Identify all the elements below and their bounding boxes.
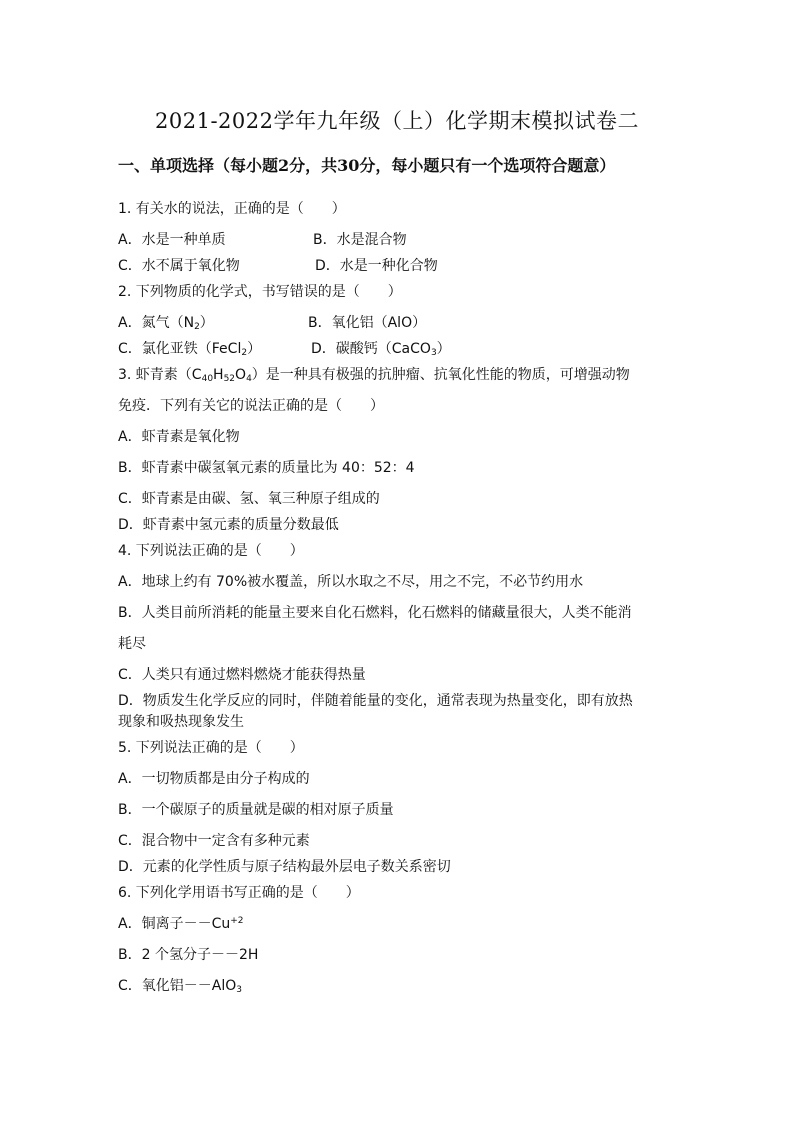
question-6-option-a: A．铜离子$--Cu^{+2}$ <box>118 916 244 932</box>
question-4-option-c: C．人类只有通过燃料燃烧才能获得热量 <box>118 667 366 683</box>
question-1-option-a: A．水是一种单质 <box>118 232 226 248</box>
question-2-option-a: A．氮气$(N_2)$ <box>118 315 214 332</box>
page-title: 2021-2022学年九年级（上）化学期末模拟试卷二 <box>155 109 639 133</box>
question-5-stem: 5. 下列说法正确的是（ ） <box>118 740 304 756</box>
question-4-option-b: B．人类目前所消耗的能量主要来自化石燃料，化石燃料的储藏量很大，人类不能消 <box>118 605 632 621</box>
question-6-option-b: B．2 个氢分子－－2H <box>118 947 259 963</box>
question-4-option-a: A．地球上约有 70%被水覆盖，所以水取之不尽，用之不完，不必节约用水 <box>118 574 584 590</box>
question-6-option-c: C．氧化铝－－AlO$_3$ <box>118 978 242 995</box>
question-2-option-d: D．碳酸钙（CaCO$_3$） <box>311 341 451 358</box>
question-4-option-b-cont: 耗尽 <box>118 636 146 652</box>
question-3-option-d: D．虾青素中氢元素的质量分数最低 <box>118 517 339 533</box>
question-1-option-c: C．水不属于氧化物 <box>118 258 240 274</box>
question-1-option-d: D．水是一种化合物 <box>315 258 438 274</box>
question-4-stem: 4. 下列说法正确的是（ ） <box>118 543 304 559</box>
question-3-stem-line2: 免疫．下列有关它的说法正确的是（ ） <box>118 398 384 414</box>
question-3-option-c: C．虾青素是由碳、氢、氧三种原子组成的 <box>118 491 380 507</box>
question-3-option-a: A．虾青素是氧化物 <box>118 429 240 445</box>
section-heading: 一、单项选择（每小题2分，共30分，每小题只有一个选项符合题意） <box>118 156 616 175</box>
question-4-option-d-cont: 现象和吸热现象发生 <box>118 714 244 730</box>
question-1-option-b: B．水是混合物 <box>313 232 407 248</box>
question-2-option-b: B．氧化铝（AlO） <box>308 315 427 331</box>
question-5-option-b: B．一个碳原子的质量就是碳的相对原子质量 <box>118 802 394 818</box>
question-3-option-b: B．虾青素中碳氢氧元素的质量比为 40：52：4 <box>118 460 415 476</box>
question-3-stem: 3. 虾青素$(C_{40}H_{52}O_4)$是一种具有极强的抗肿瘤、抗氧化性能的物质，可增强动物 <box>118 367 630 384</box>
question-2-stem: 2. 下列物质的化学式，书写错误的是（ ） <box>118 284 402 300</box>
question-6-stem: 6. 下列化学用语书写正确的是（ ） <box>118 885 360 901</box>
question-5-option-d: D．元素的化学性质与原子结构最外层电子数关系密切 <box>118 859 451 875</box>
question-5-option-a: A．一切物质都是由分子构成的 <box>118 771 310 787</box>
question-1-stem: 1. 有关水的说法，正确的是（ ） <box>118 201 346 217</box>
question-2-option-c: C．氯化亚铁（FeCl$_2$） <box>118 341 262 358</box>
question-4-option-d: D．物质发生化学反应的同时，伴随着能量的变化，通常表现为热量变化，即有放热 <box>118 693 633 709</box>
question-5-option-c: C．混合物中一定含有多种元素 <box>118 833 310 849</box>
